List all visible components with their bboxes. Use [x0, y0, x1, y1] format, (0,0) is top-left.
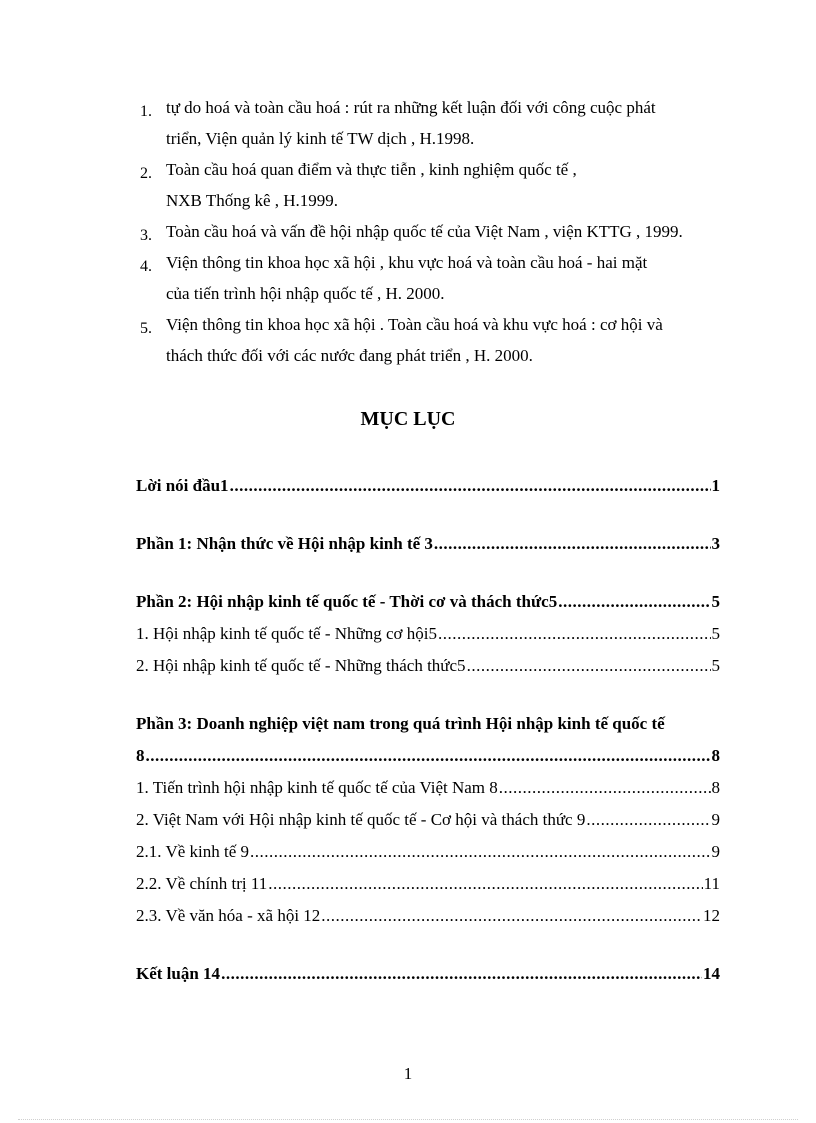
toc-entry[interactable]: [136, 618, 720, 650]
reference-number: 1.: [140, 103, 152, 120]
toc-entry-page: 3: [711, 534, 720, 553]
reference-item: [140, 216, 740, 247]
toc-entry[interactable]: [136, 900, 720, 932]
reference-text: tự do hoá và toàn cầu hoá : rút ra những kết luận đối với công cuộc phát: [166, 98, 656, 117]
toc-entry-page: 8: [711, 778, 720, 797]
toc-entry-page: 9: [711, 810, 720, 829]
reference-text: của tiến trình hội nhập quốc tế , H. 2000.: [166, 284, 445, 303]
toc-entry-page: 5: [711, 656, 720, 675]
reference-text: Viện thông tin khoa học xã hội , khu vực hoá và toàn cầu hoá - hai mặt: [166, 253, 648, 272]
toc-entry-text: 2. Hội nhập kinh tế quốc tế - Những thách thức5: [136, 656, 466, 675]
toc-entry-text: Lời nói đầu1: [136, 476, 229, 495]
reference-number: 3.: [140, 227, 152, 244]
toc-entry[interactable]: [136, 958, 720, 990]
toc-entry-text: Phần 2: Hội nhập kinh tế quốc tế - Thời cơ và thách thức5: [136, 592, 558, 611]
toc-entry[interactable]: [136, 650, 720, 682]
toc-entry[interactable]: [136, 528, 720, 560]
toc-entry-page: 8: [711, 746, 720, 765]
toc-entry[interactable]: [136, 836, 720, 868]
toc-entry[interactable]: [136, 868, 720, 900]
toc-entry-page: 14: [703, 964, 720, 983]
toc-entry[interactable]: [136, 772, 720, 804]
toc-entry[interactable]: [136, 586, 720, 618]
reference-text: triển, Viện quản lý kinh tế TW dịch , H.1998.: [166, 129, 475, 148]
toc-entry-heading-line[interactable]: [136, 708, 720, 740]
reference-item: [140, 154, 740, 216]
page-number: 1: [403, 1064, 413, 1083]
reference-item: [140, 309, 740, 371]
toc-entry[interactable]: [136, 740, 720, 772]
toc-entry[interactable]: [136, 804, 720, 836]
toc-entry-text: 2.1. Về kinh tế 9: [136, 842, 250, 861]
page-bottom-divider: [18, 1119, 798, 1120]
toc-title: MỤC LỤC: [360, 408, 456, 430]
reference-text: Toàn cầu hoá quan điểm và thực tiễn , kinh nghiệm quốc tế ,: [166, 160, 577, 179]
toc-entry-text: 2. Việt Nam với Hội nhập kinh tế quốc tế - Cơ hội và thách thức 9: [136, 810, 586, 829]
reference-number: 4.: [140, 258, 152, 275]
toc-entry-text-cont: 8: [136, 746, 145, 765]
reference-text: thách thức đối với các nước đang phát triển , H. 2000.: [166, 346, 533, 365]
toc-entry-text: Phần 3: Doanh nghiệp việt nam trong quá trình Hội nhập kinh tế quốc tế: [136, 714, 665, 733]
reference-item: [140, 92, 740, 154]
toc-entry-page: 1: [711, 476, 720, 495]
table-of-contents: [136, 470, 720, 990]
toc-entry-text: 1. Tiến trình hội nhập kinh tế quốc tế của Việt Nam 8: [136, 778, 498, 797]
toc-entry[interactable]: [136, 470, 720, 502]
toc-entry-page: 9: [711, 842, 720, 861]
toc-entry-text: 2.3. Về văn hóa - xã hội 12: [136, 906, 321, 925]
reference-text: Viện thông tin khoa học xã hội . Toàn cầu hoá và khu vực hoá : cơ hội và: [166, 315, 663, 334]
toc-entry-page: 12: [703, 906, 720, 925]
toc-entry-text: 2.2. Về chính trị 11: [136, 874, 268, 893]
toc-entry-page: 5: [711, 624, 720, 643]
toc-entry-text: Kết luận 14: [136, 964, 221, 983]
reference-number: 5.: [140, 320, 152, 337]
toc-entry-text: Phần 1: Nhận thức về Hội nhập kinh tế 3: [136, 534, 433, 553]
toc-entry-page: 5: [711, 592, 720, 611]
reference-text: NXB Thống kê , H.1999.: [166, 191, 339, 210]
toc-entry-page: 11: [703, 874, 720, 893]
toc-entry-text: 1. Hội nhập kinh tế quốc tế - Những cơ hội5: [136, 624, 438, 643]
reference-list: [140, 92, 740, 371]
reference-text: Toàn cầu hoá và vấn đề hội nhập quốc tế của Việt Nam , viện KTTG , 1999.: [166, 222, 683, 241]
reference-item: [140, 247, 740, 309]
reference-number: 2.: [140, 165, 152, 182]
